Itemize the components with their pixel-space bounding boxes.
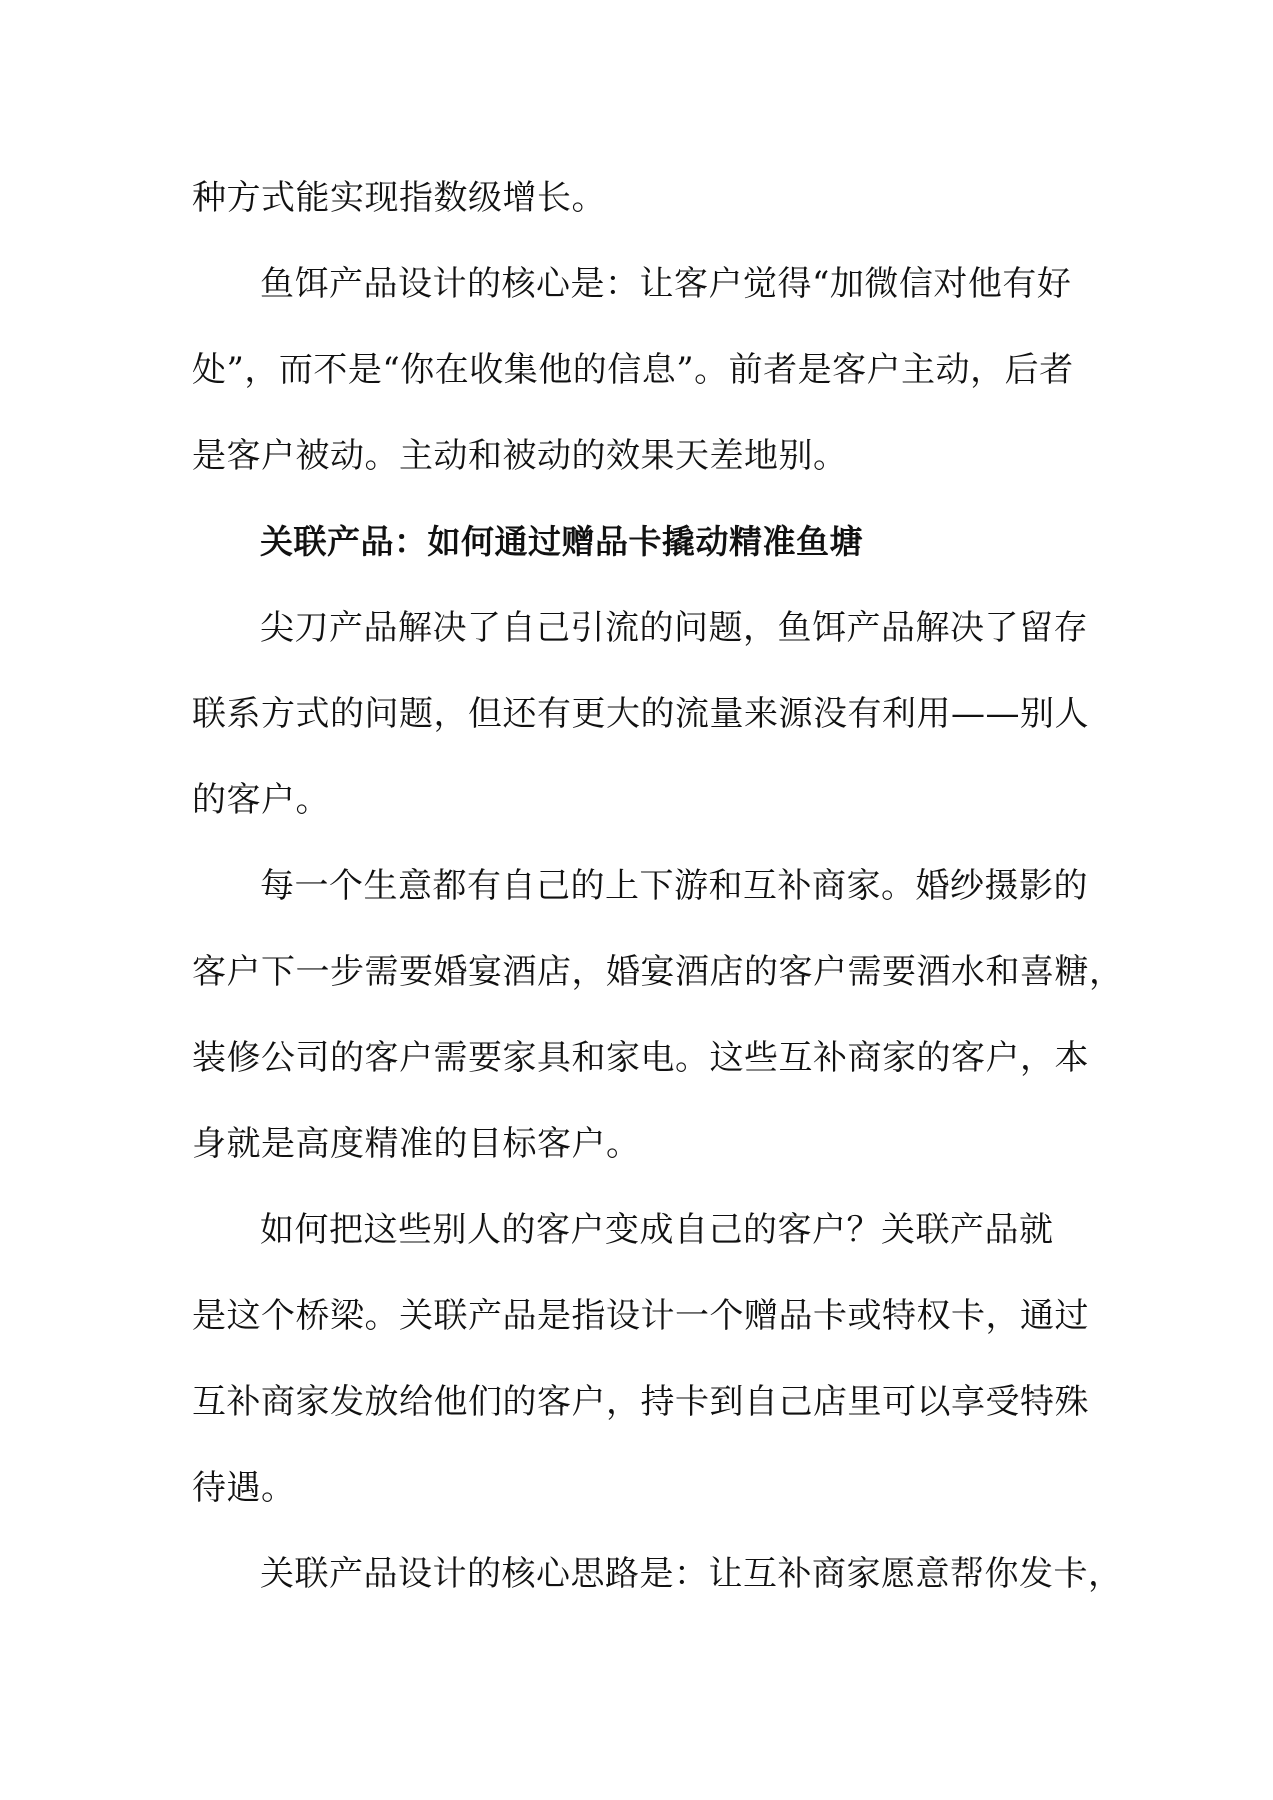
- paragraph-first-line: 尖刀产品解决了自己引流的问题，鱼饵产品解决了留存: [260, 608, 1088, 648]
- paragraph-first-line: 每一个生意都有自己的上下游和互补商家。婚纱摄影的: [260, 866, 1088, 906]
- text-line: 是客户被动。主动和被动的效果天差地别。: [192, 436, 848, 476]
- text-line: 身就是高度精准的目标客户。: [192, 1124, 641, 1164]
- text-line: 是这个桥梁。关联产品是指设计一个赠品卡或特权卡，通过: [192, 1296, 1089, 1336]
- paragraph-first-line: 关联产品设计的核心思路是：让互补商家愿意帮你发卡，: [260, 1554, 1123, 1594]
- text-line: 联系方式的问题，但还有更大的流量来源没有利用——别人: [192, 694, 1089, 734]
- text-line: 互补商家发放给他们的客户，持卡到自己店里可以享受特殊: [192, 1382, 1089, 1422]
- text-line: 装修公司的客户需要家具和家电。这些互补商家的客户，本: [192, 1038, 1089, 1078]
- text-line: 待遇。: [192, 1468, 296, 1508]
- section-heading: 关联产品：如何通过赠品卡撬动精准鱼塘: [260, 522, 863, 561]
- paragraph-first-line: 鱼饵产品设计的核心是：让客户觉得“加微信对他有好: [260, 264, 1072, 304]
- text-line: 客户下一步需要婚宴酒店，婚宴酒店的客户需要酒水和喜糖，: [192, 952, 1124, 992]
- paragraph-first-line: 如何把这些别人的客户变成自己的客户？关联产品就: [260, 1210, 1054, 1250]
- text-line: 处”，而不是“你在收集他的信息”。前者是客户主动，后者: [192, 350, 1074, 390]
- text-line: 种方式能实现指数级增长。: [192, 178, 606, 218]
- text-line: 的客户。: [192, 780, 330, 820]
